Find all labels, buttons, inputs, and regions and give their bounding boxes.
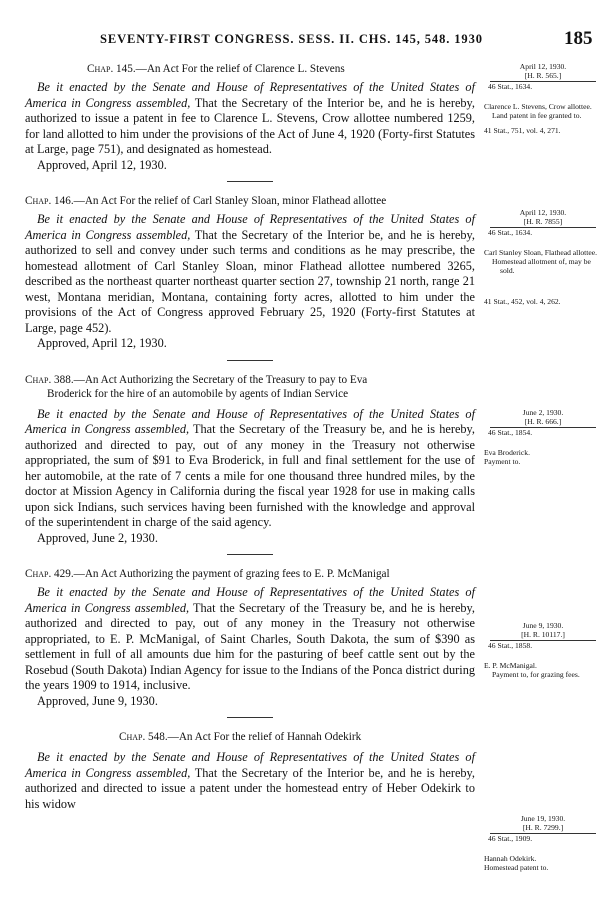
note-subject-detail: Land patent in fee granted to. bbox=[492, 110, 582, 120]
note-reference: 41 Stat., 452, vol. 4, 262. bbox=[484, 297, 561, 307]
page-header bbox=[0, 28, 616, 52]
note-subject: Clarence L. Stevens, Crow allottee. bbox=[484, 101, 592, 111]
act-body bbox=[25, 585, 475, 694]
act-title: —An Act Authorizing the Secretary of the Treasury to pay to Eva bbox=[73, 373, 368, 386]
act-body bbox=[25, 407, 475, 531]
note-stat: 46 Stat., 1858. bbox=[488, 641, 533, 651]
note-date: June 9, 1930. bbox=[522, 621, 564, 630]
act-text: That the Secretary of the Treasury be, and he is hereby, authorized and directed to pay, out of any money in the Treasury not otherwise appropriated, to E. P. McManigal, of Saint Charles, South Dakota, the sum of $390 as settlement in full of all amounts due him for the pasturing of beef cattle sent out by the Rosebud (South Dakota) Indian Agency for issue to the Indians of the Ponca district during the years 1909 to 1914, inclusive. bbox=[25, 600, 475, 692]
act-caption bbox=[25, 62, 475, 76]
note-date: June 2, 1930. bbox=[522, 408, 564, 417]
enacting-clause: Be it enacted by the Senate and House of Representatives of the United States of America in Congress assembled, bbox=[25, 80, 475, 110]
act-title: —An Act For the relief of Hannah Odekirk bbox=[167, 731, 362, 743]
act-title-continued: Broderick for the hire of an automobile by agents of Indian Service bbox=[47, 387, 349, 400]
note-subject-detail: Homestead patent to. bbox=[484, 862, 549, 872]
act-title: —An Act For the relief of Clarence L. Stevens bbox=[135, 63, 345, 75]
act-caption bbox=[25, 194, 475, 208]
margin-note-chap-146 bbox=[484, 208, 602, 306]
note-stat: 46 Stat., 1634. bbox=[488, 82, 533, 92]
act-body bbox=[25, 212, 475, 336]
note-bill: [H. R. 7299.] bbox=[490, 823, 596, 834]
act-chap-429 bbox=[25, 567, 475, 718]
chapter-label: Chap. 145. bbox=[87, 63, 136, 75]
act-chap-146 bbox=[25, 194, 475, 361]
section-divider bbox=[227, 181, 273, 182]
act-text: That the Secretary of the Interior be, and he is hereby, authorized to issue a patent in fee to Clarence L. Stevens, Crow allottee numbered 1259, for land allotted to him under the provisions of the Act of June 4, 1920 (Forty-first Statutes at Large, page 751), and designated as homestead. bbox=[25, 95, 475, 156]
act-caption bbox=[25, 567, 475, 581]
note-bill: [H. R. 565.] bbox=[490, 71, 596, 82]
note-subject: Carl Stanley Sloan, Flathead allottee. bbox=[484, 247, 598, 257]
approval-date: Approved, June 9, 1930. bbox=[37, 693, 158, 708]
margin-note-chap-145 bbox=[484, 62, 602, 135]
note-subject: Eva Broderick. bbox=[484, 447, 530, 457]
act-text: That the Secretary of the Interior be, and he is hereby, authorized and directed to issue a patent under the homestead entry of Heber Odekirk to his widow bbox=[25, 765, 475, 811]
act-caption bbox=[25, 730, 475, 744]
act-chap-145 bbox=[25, 62, 475, 182]
chapter-label: Chap. 429. bbox=[25, 568, 74, 580]
approval-date: Approved, June 2, 1930. bbox=[37, 530, 158, 545]
note-bill: [H. R. 666.] bbox=[490, 417, 596, 428]
act-title: —An Act Authorizing the payment of grazing fees to E. P. McManigal bbox=[73, 568, 390, 580]
note-stat: 46 Stat., 1909. bbox=[488, 834, 533, 844]
note-subject-detail: Payment to, for grazing fees. bbox=[492, 669, 580, 679]
chapter-label: Chap. 146. bbox=[25, 195, 74, 207]
act-title: —An Act For the relief of Carl Stanley Sloan, minor Flathead allottee bbox=[73, 195, 387, 207]
note-bill: [H. R. 7855] bbox=[490, 217, 596, 228]
note-subject-detail: Payment to. bbox=[484, 456, 521, 466]
note-date: April 12, 1930. bbox=[519, 62, 567, 71]
note-bill: [H. R. 10117.] bbox=[490, 630, 596, 641]
chapter-label: Chap. 388. bbox=[25, 373, 74, 386]
running-head: SEVENTY-FIRST CONGRESS. SESS. II. CHS. 145, 548. 1930 bbox=[100, 32, 483, 46]
note-stat: 46 Stat., 1854. bbox=[488, 428, 533, 438]
act-caption bbox=[25, 373, 475, 401]
act-body bbox=[25, 80, 475, 158]
note-reference: 41 Stat., 751, vol. 4, 271. bbox=[484, 126, 561, 136]
note-date: June 19, 1930. bbox=[520, 814, 566, 823]
margin-note-chap-388 bbox=[484, 408, 602, 466]
act-text: That the Secretary of the Treasury be, and he is hereby, authorized and directed to pay, out of any money in the Treasury not otherwise appropriated, the sum of $91 to Eva Broderick, in full and final settlement for the use of her automobile, at the rate of 7 cents a mile for one thousand three hundred miles, by the doctor at Mission Agency in California during the fiscal year 1928 for use in making calls upon sick Indians, such services having been furnished with the knowledge and approval of the superintendent in charge of the said agency. bbox=[25, 422, 475, 529]
enacting-clause: Be it enacted by the Senate and House of Representatives of the United States of America in Congress assembled, bbox=[25, 212, 475, 242]
act-body bbox=[25, 750, 475, 812]
note-stat: 46 Stat., 1634. bbox=[488, 228, 533, 238]
margin-note-chap-548 bbox=[484, 814, 602, 872]
section-divider bbox=[227, 554, 273, 555]
act-chap-548 bbox=[25, 730, 475, 812]
act-chap-388 bbox=[25, 373, 475, 556]
act-text: That the Secretary of the Interior be, and he is hereby, authorized to sell and convey under such terms and conditions as he may prescribe, the homestead allotment of Carl Stanley Sloan, minor Flathead allottee numbered 3265, described as the northeast quarter northeast quarter section 27, township 21 north, range 21 west, Montana meridian, Montana, containing forty acres, allotted to him under the provisions of the Act of Congress approved February 25, 1920 (Forty-first Statutes at Large, page 452). bbox=[25, 227, 475, 335]
main-column bbox=[25, 62, 475, 812]
note-date: April 12, 1930. bbox=[519, 208, 567, 217]
section-divider bbox=[227, 360, 273, 361]
enacting-clause: Be it enacted by the Senate and House of Representatives of the United States of America in Congress assembled, bbox=[25, 750, 475, 780]
enacting-clause: Be it enacted by the Senate and House of Representatives of the United States of America in Congress assembled, bbox=[25, 585, 475, 615]
note-subject-detail: Homestead allotment of, may be sold. bbox=[492, 256, 591, 276]
enacting-clause: Be it enacted by the Senate and House of Representatives of the United States of America in Congress assembled, bbox=[25, 406, 475, 436]
page-number: 185 bbox=[564, 28, 593, 49]
approval-date: Approved, April 12, 1930. bbox=[37, 157, 167, 172]
section-divider bbox=[227, 717, 273, 718]
chapter-label: Chap. 548. bbox=[119, 731, 168, 743]
note-subject: Hannah Odekirk. bbox=[484, 853, 537, 863]
note-subject: E. P. McManigal. bbox=[484, 660, 537, 670]
approval-date: Approved, April 12, 1930. bbox=[37, 336, 167, 350]
margin-note-chap-429 bbox=[484, 621, 602, 679]
